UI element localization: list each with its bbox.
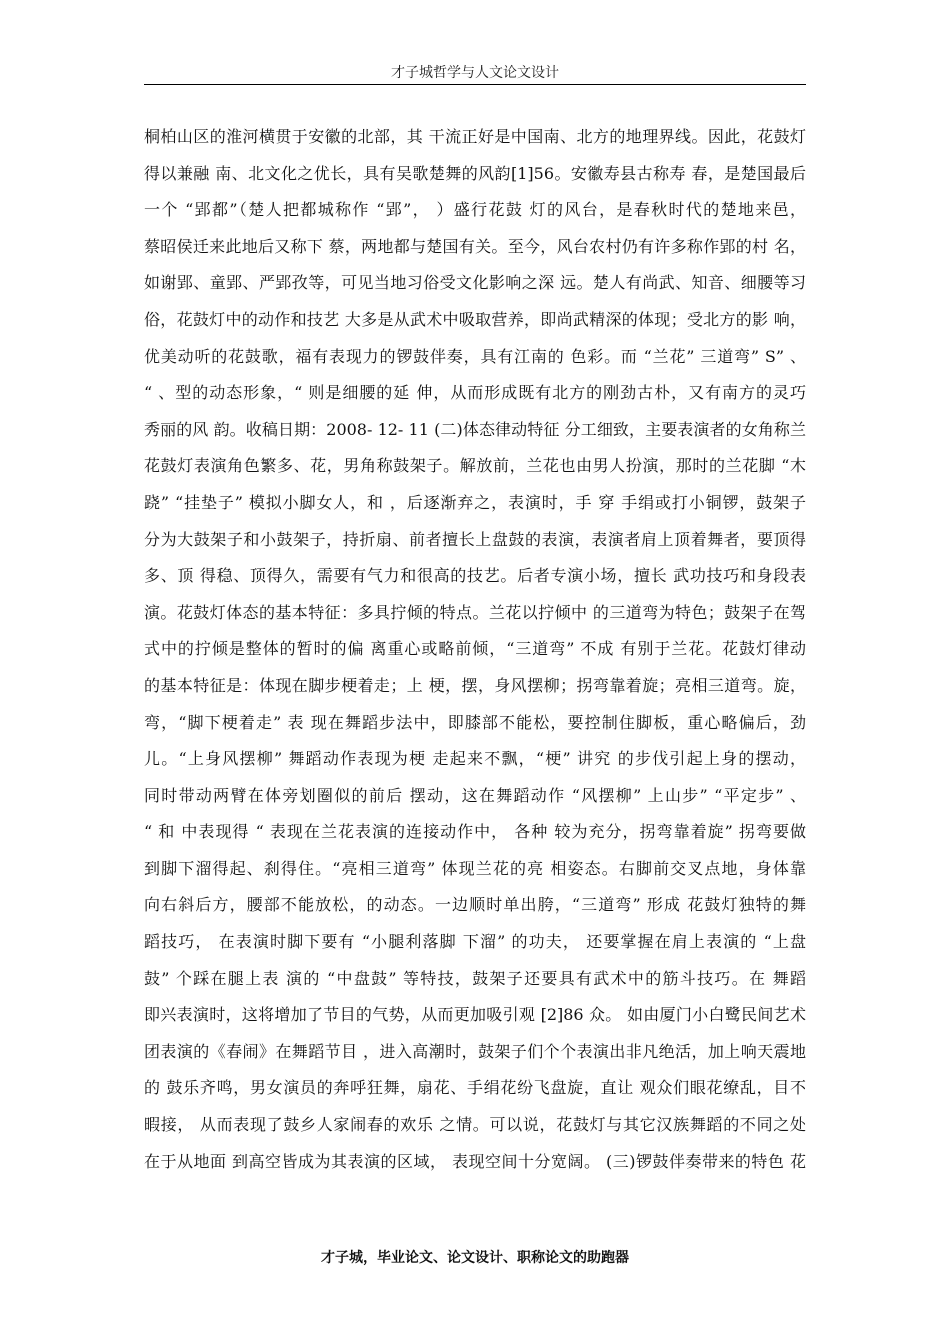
page-header: 才子城哲学与人文论文设计 [391, 65, 559, 81]
body-line: 如谢郢、童郢、严郢孜等，可见当地习俗受文化影响之深 远。楚人有尚武、知音、细腰等习 [144, 273, 806, 293]
body-line: 分为大鼓架子和小鼓架子，持折扇、前者擅长上盘鼓的表演，表演者肩上顶着舞者，要顶得 [144, 529, 806, 549]
body-line: 俗，花鼓灯中的动作和技艺 大多是从武术中吸取营养，即尚武精深的体现；受北方的影 响， [144, 309, 806, 329]
body-line: 儿。“上身风摆柳” 舞蹈动作表现为梗 走起来不飘，“梗” 讲究 的步伐引起上身的摆动， [144, 749, 806, 769]
body-line: 多、顶 得稳、顶得久，需要有气力和很高的技艺。后者专演小场，擅长 武功技巧和身段表 [144, 566, 806, 586]
body-line: “ 、型的动态形象，“ 则是细腰的延 伸，从而形成既有北方的刚劲古朴，又有南方的灵巧 [144, 383, 806, 403]
page-footer: 才子城，毕业论文、论文设计、职称论文的助跑器 [321, 1250, 629, 1266]
body-line: 蹈技巧， 在表演时脚下要有 “小腿利落脚 下溜” 的功夫， 还要掌握在肩上表演的 “上盘 [144, 932, 806, 952]
body-line: 优美动听的花鼓歌，福有表现力的锣鼓伴奏，具有江南的 色彩。而 “兰花” 三道弯” S” 、 [144, 346, 806, 366]
body-line: 花鼓灯表演角色繁多、花，男角称鼓架子。解放前，兰花也由男人扮演，那时的兰花脚 “木 [144, 456, 806, 476]
body-line: 桐柏山区的淮河横贯于安徽的北部，其 干流正好是中国南、北方的地理界线。因此，花鼓灯 [144, 127, 806, 146]
article-body [144, 119, 806, 1180]
body-line: 向右斜后方，腰部不能放松，的动态。一边顺时单出胯，“三道弯” 形成 花鼓灯独特的舞 [144, 895, 806, 915]
body-line: 跷” “挂垫子” 模拟小脚女人，和 ，后逐渐弃之，表演时，手 穿 手绢或打小铜锣，鼓架子 [144, 492, 806, 512]
body-line: 得以兼融 南、北文化之优长，具有吴歌楚舞的风韵[1]56。安徽寿县古称寿 春，是楚国最后 [144, 163, 806, 183]
body-line: 即兴表演时，这将增加了节目的气势，从而更加吸引观 [2]86 众。 如由厦门小白鹭民间艺术 [144, 1005, 806, 1025]
body-line: 团表演的《春闹》在舞蹈节目 ，进入高潮时，鼓架子们个个表演出非凡绝活，加上响天震地 [144, 1041, 806, 1061]
body-line: 蔡昭侯迁来此地后又称下 蔡，两地都与楚国有关。至今，风台农村仍有许多称作郢的村 名， [144, 236, 806, 256]
body-line: 同时带动两臂在体旁划圈似的前后 摆动，这在舞蹈动作 “风摆柳” 上山步” “平定步” 、 [144, 785, 806, 805]
body-line: 演。花鼓灯体态的基本特征：多具拧倾的特点。兰花以拧倾中 的三道弯为特色；鼓架子在驾 [144, 602, 806, 622]
body-line: 在于从地面 到高空皆成为其表演的区域， 表现空间十分宽阔。 (三)锣鼓伴奏带来的特色 花 [144, 1151, 806, 1171]
body-line: 的 鼓乐齐鸣，男女演员的奔呼狂舞，扇花、手绢花纷飞盘旋，直让 观众们眼花缭乱，目不 [144, 1078, 806, 1098]
body-line: 秀丽的风 韵。收稿日期：2008- 12- 11 (二)体态律动特征 分工细致，主要表演者的女角称兰 [144, 419, 806, 439]
body-line: 暇接， 从而表现了鼓乡人家闹春的欢乐 之情。可以说，花鼓灯与其它汉族舞蹈的不同之处 [144, 1115, 806, 1135]
body-line: 到脚下溜得起、刹得住。“亮相三道弯” 体现兰花的亮 相姿态。右脚前交叉点地，身体靠 [144, 858, 806, 878]
body-line: “ 和 中表现得 “ 表现在兰花表演的连接动作中， 各种 较为充分，拐弯靠着旋” 拐弯要做 [144, 822, 806, 842]
body-line: 鼓” 个踩在腿上表 演的 “中盘鼓” 等特技，鼓架子还要具有武术中的筋斗技巧。在 舞蹈 [144, 968, 806, 988]
body-line: 式中的拧倾是整体的暂时的偏 离重心或略前倾，“三道弯” 不成 有别于兰花。花鼓灯律动 [144, 639, 806, 659]
body-line: 一个 “郢都”（楚人把都城称作 “郢”， ）盛行花鼓 灯的风台，是春秋时代的楚地来邑， [144, 200, 806, 220]
body-line: 弯，“脚下梗着走” 表 现在舞蹈步法中，即膝部不能松，要控制住脚板，重心略偏后，劲 [144, 712, 806, 732]
body-line: 的基本特征是：体现在脚步梗着走；上 梗，摆，身风摆柳；拐弯靠着旋；亮相三道弯。旋， [144, 675, 806, 695]
header-divider [144, 84, 806, 85]
